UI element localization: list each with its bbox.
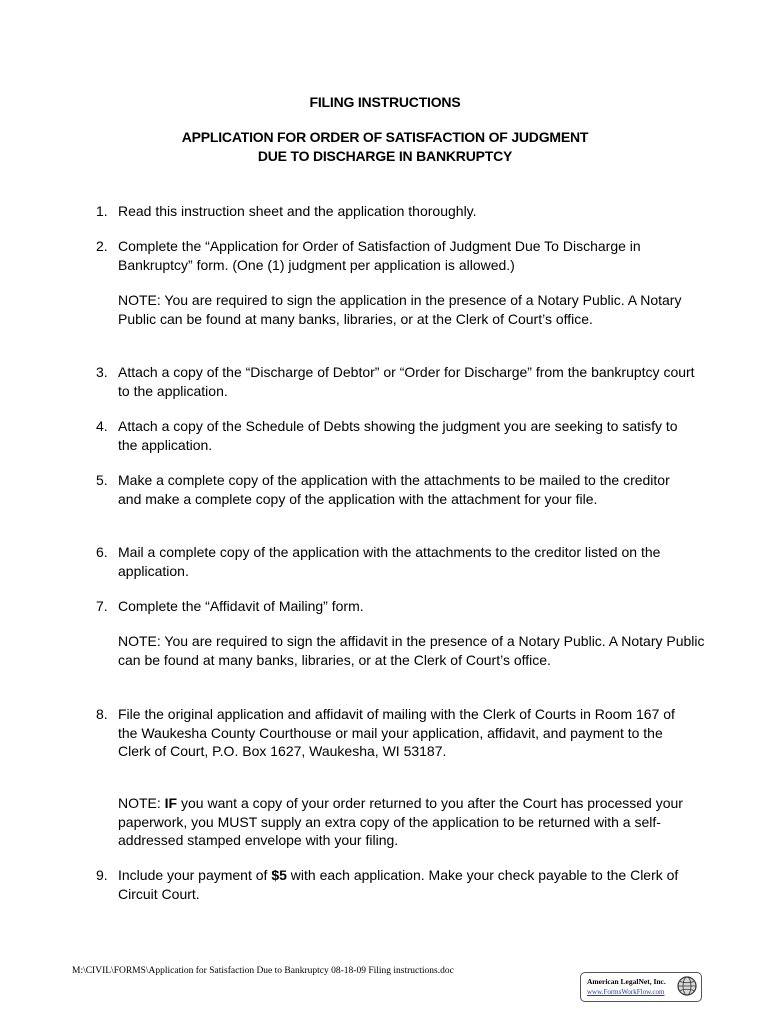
instruction-item-9 — [96, 866, 696, 903]
logo-company-name: American LegalNet, Inc. — [587, 977, 666, 986]
item-text: Read this instruction sheet and the application thoroughly. — [118, 203, 477, 219]
item-number: 3. — [96, 364, 108, 380]
item-text: Mail a complete copy of the application with the attachments to the creditor listed on the application. — [118, 544, 661, 579]
note-notary-affidavit: NOTE: You are required to sign the affidavit in the presence of a Notary Public. A Notary Public can be found at many banks, libraries, or at the Clerk of Court’s office. — [118, 633, 705, 668]
item-number: 1. — [96, 203, 108, 219]
document-subtitle-line-1: APPLICATION FOR ORDER OF SATISFACTION OF JUDGMENT — [181, 129, 589, 145]
item-text-start: Include your payment of — [118, 867, 272, 883]
item-text: File the original application and affidavit of mailing with the Clerk of Courts in Room 167 of the Waukesha County Courthouse or mail your application, affidavit, and payment to the Clerk of Court, P.O. Box 1627, Waukesha, WI 53187. — [118, 706, 675, 759]
item-number: 7. — [96, 598, 108, 614]
note-copy-return — [118, 794, 708, 850]
note-notary-application: NOTE: You are required to sign the application in the presence of a Notary Public. A Notary Public can be found at many banks, libraries, or at the Clerk of Court’s office. — [118, 292, 682, 327]
instruction-item-4 — [96, 417, 696, 454]
item-text: Complete the “Affidavit of Mailing” form. — [118, 598, 364, 614]
item-text-end: with each application. Make your check payable to the Clerk of Circuit Court. — [118, 867, 679, 902]
item-text: Attach a copy of the Schedule of Debts showing the judgment you are seeking to satisfy to the application. — [118, 418, 678, 453]
instruction-item-8 — [96, 705, 696, 761]
item-text — [118, 866, 696, 903]
publisher-logo — [580, 972, 702, 1002]
instruction-item-7 — [96, 597, 696, 616]
note-text: you want a copy of your order returned to you after the Court has processed your paperwork, you MUST supply an extra copy of the application to be returned with a self-addressed stamped envelope with your filing. — [118, 795, 683, 848]
item-number: 2. — [96, 238, 108, 254]
item-number: 5. — [96, 472, 108, 488]
item-number: 8. — [96, 706, 108, 722]
logo-website-link[interactable]: www.FormsWorkFlow.com — [587, 988, 665, 996]
item-number: 4. — [96, 418, 108, 434]
item-text: Make a complete copy of the application with the attachments to be mailed to the creditor and make a complete copy of the application with the attachment for your file. — [118, 472, 670, 507]
document-title: FILING INSTRUCTIONS — [309, 94, 461, 110]
instruction-item-5 — [96, 471, 696, 508]
instruction-item-2 — [96, 237, 696, 274]
item-number: 9. — [96, 867, 108, 883]
instruction-item-6 — [96, 543, 696, 580]
globe-icon — [677, 976, 697, 996]
note-prefix: NOTE: — [118, 795, 165, 811]
note-emphasis: IF — [164, 795, 178, 811]
instruction-item-1 — [96, 202, 696, 221]
footer-file-path: M:\CIVIL\FORMS\Application for Satisfaction Due to Bankruptcy 08-18-09 Filing instructions.doc — [72, 966, 454, 976]
instruction-item-3 — [96, 363, 696, 400]
item-text: Attach a copy of the “Discharge of Debtor” or “Order for Discharge” from the bankruptcy court to the application. — [118, 364, 695, 399]
document-subtitle-line-2: DUE TO DISCHARGE IN BANKRUPTCY — [257, 148, 513, 164]
item-text: Complete the “Application for Order of Satisfaction of Judgment Due To Discharge in Bankruptcy” form. (One (1) judgment per application is allowed.) — [118, 238, 641, 273]
payment-amount: $5 — [271, 867, 287, 883]
item-number: 6. — [96, 544, 108, 560]
